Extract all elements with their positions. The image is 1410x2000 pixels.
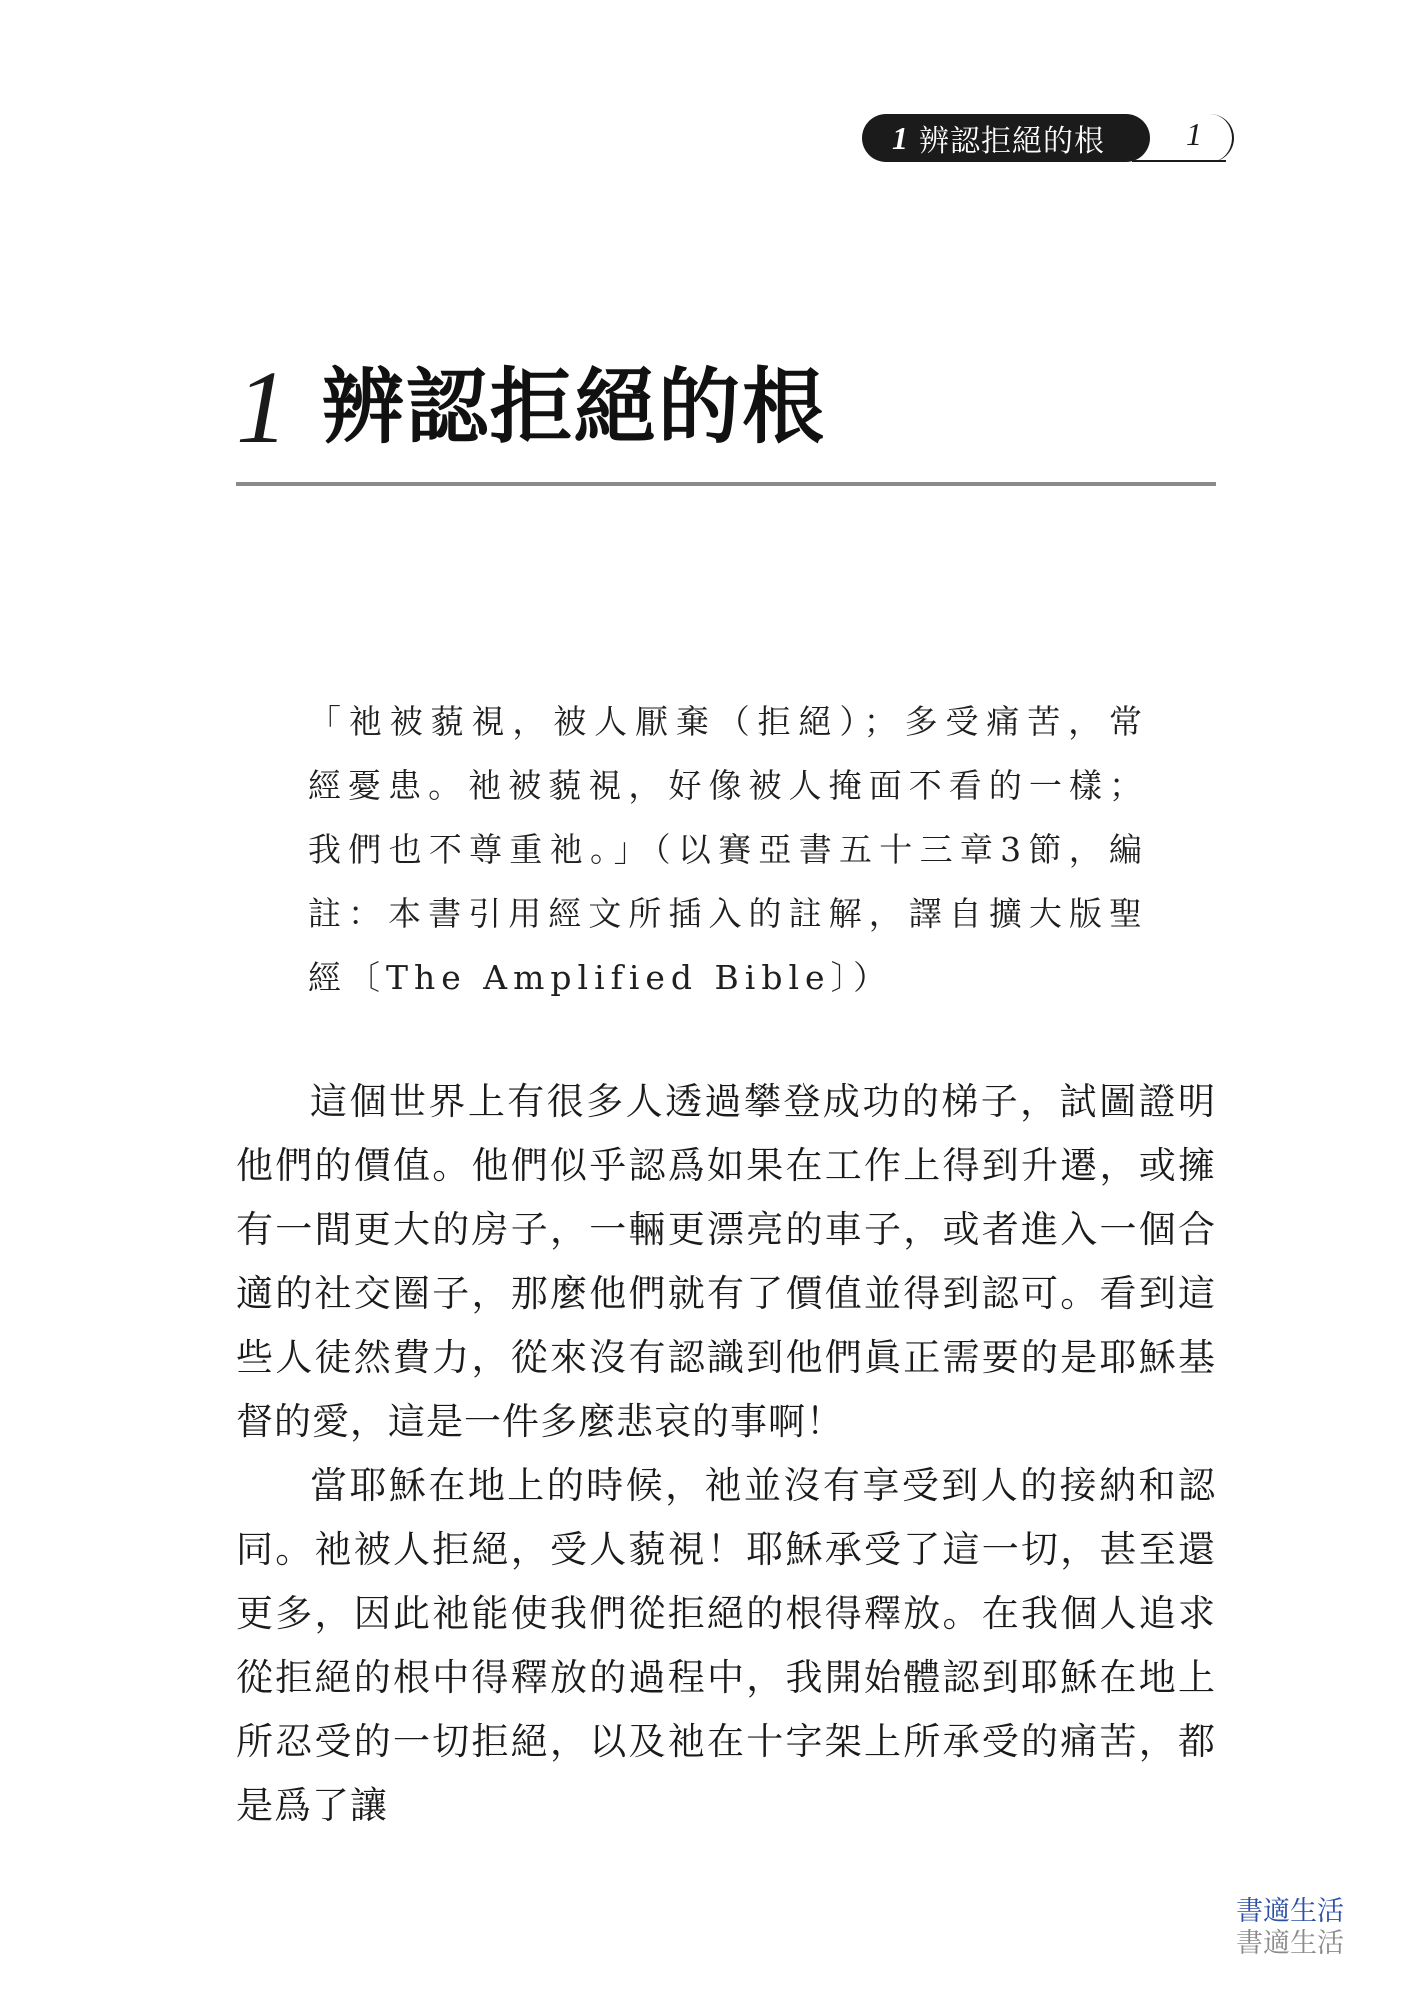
running-header <box>862 114 1234 162</box>
running-header-chapter-number: 1 <box>892 119 909 156</box>
watermark-line: 書適生活 <box>1236 1896 1344 1927</box>
running-header-bracket <box>1210 114 1234 162</box>
chapter-heading <box>236 348 826 468</box>
title-rule <box>236 482 1216 486</box>
running-header-chapter-title: 辨認拒絕的根 <box>919 124 1105 159</box>
body-text <box>236 1070 1216 1838</box>
chapter-number: 1 <box>236 350 288 465</box>
chapter-title: 辨認拒絕的根 <box>322 360 827 455</box>
watermark-line: 書適生活 <box>1236 1928 1344 1959</box>
page-number: 1 <box>1186 116 1202 152</box>
paragraph: 當耶穌在地上的時候，祂並沒有享受到人的接納和認同。祂被人拒絕，受人藐視！耶穌承受了這一切，甚至還更多，因此祂能使我們從拒絕的根得釋放。在我個人追求從拒絕的根中得釋放的過程中，我開始體認到耶穌在地上所忍受的一切拒絕，以及祂在十字架上所承受的痛苦，都是爲了讓 <box>236 1464 1216 1827</box>
paragraph: 這個世界上有很多人透過攀登成功的梯子，試圖證明他們的價值。他們似乎認爲如果在工作上得到升遷，或擁有一間更大的房子，一輛更漂亮的車子，或者進入一個合適的社交圈子，那麼他們就有了價值並得到認可。看到這些人徒然費力，從來沒有認識到他們眞正需要的是耶穌基督的愛，這是一件多麼悲哀的事啊！ <box>236 1080 1216 1443</box>
scripture-quote: 「祂被藐視，被人厭棄（拒絕）；多受痛苦，常經憂患。祂被藐視，好像被人掩面不看的一樣；我們也不尊重祂。」（以賽亞書五十三章3節，編註：本書引用經文所插入的註解，譯自擴大版聖經〔The Amplified Bible〕） <box>308 702 1148 997</box>
watermark <box>1236 1896 1344 1960</box>
running-header-pill <box>862 114 1150 162</box>
